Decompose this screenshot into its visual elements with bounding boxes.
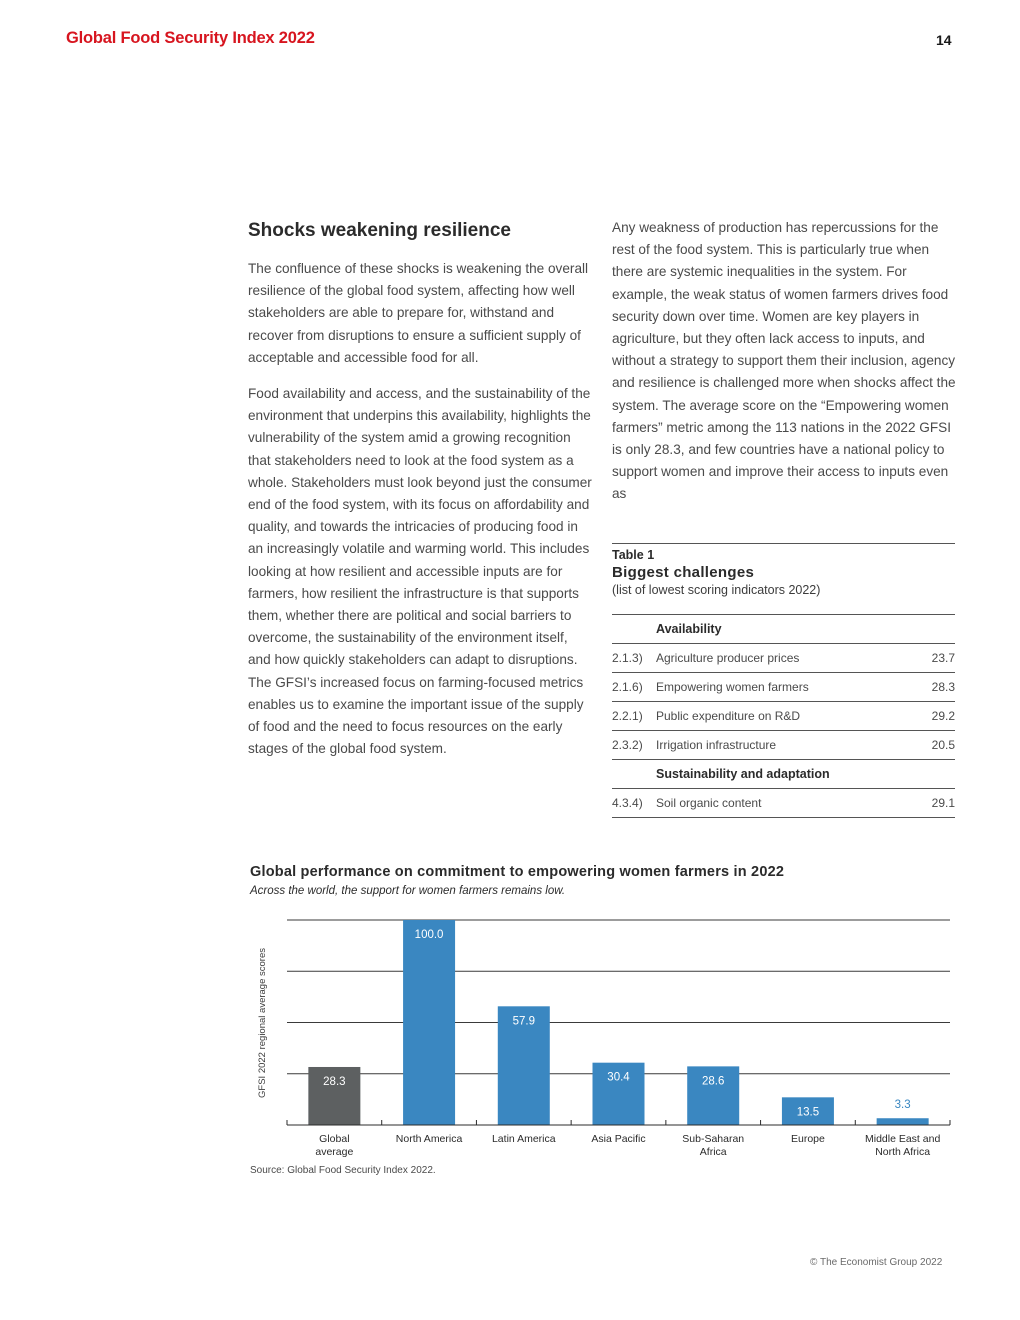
bar-value-label: 28.6 <box>702 1075 725 1088</box>
indicator-name: Agriculture producer prices <box>656 644 915 673</box>
body-paragraph: Food availability and access, and the sustainability of the environment that underpins this availability, highlights the vulnerability of the system amid a growing recognition that stakeholders need to look at the food system as a whole. Stakeholders must look beyond just the consumer end of the food system, with its focus on affordability and quality, and towards the intricacies of producing food in an increasingly volatile and warming world. This includes looking at how resilient and accessible inputs are for farmers, how resilient the infrastructure is that supports them, whether there are political and social barriers to overcome, the sustainability of the environment itself, and how quickly stakeholders can adapt to disruptions. The GFSI’s increased focus on farming-focused metrics enables us to examine the important issue of the supply of food and the need to focus resources on the early stages of the global food system. <box>248 386 592 757</box>
bar <box>403 920 455 1125</box>
bar-chart <box>240 905 960 1165</box>
bar-value-label: 30.4 <box>607 1071 630 1084</box>
chart-title: Global performance on commitment to empowering women farmers in 2022 <box>250 864 785 880</box>
indicator-name: Empowering women farmers <box>656 673 915 702</box>
indicator-score: 28.3 <box>915 673 955 702</box>
bar-value-label: 13.5 <box>796 1106 820 1119</box>
category-label: Sub-Saharan <box>682 1133 745 1145</box>
chart-source: Source: Global Food Security Index 2022. <box>250 1165 436 1176</box>
chart-subtitle: Across the world, the support for women farmers remains low. <box>250 885 566 897</box>
page-number: 14 <box>936 32 952 48</box>
copyright: © The Economist Group 2022 <box>810 1257 943 1268</box>
table-subtitle: (list of lowest scoring indicators 2022) <box>612 583 821 597</box>
category-label: Middle East and <box>864 1133 941 1145</box>
category-label: Africa <box>699 1146 727 1158</box>
indicator-score: 23.7 <box>915 644 955 673</box>
gridlines <box>287 920 950 1074</box>
divider <box>612 543 955 544</box>
challenges-table <box>612 614 955 818</box>
indicator-code: 2.1.3) <box>612 644 656 673</box>
indicator-code: 4.3.4) <box>612 789 656 818</box>
report-title: Global Food Security Index 2022 <box>66 29 315 47</box>
category-label: average <box>315 1146 354 1158</box>
body-paragraph: Any weakness of production has repercussions for the rest of the food system. This is particularly true when there are systemic inequalities in the system. For example, the weak status of women farmers drives food security down over time. Women are key players in agriculture, but they often lack access to inputs, and without a strategy to support them their inclusion, agency and resilience is challenged more when shocks affect the system. The average score on the “Empowering women farmers” metric among the 113 nations in the 2022 GFSI is only 28.3, and few countries have a national policy to support women and improve their access to inputs even as <box>612 220 956 502</box>
indicator-score: 29.2 <box>915 702 955 731</box>
category-label: North America <box>395 1133 463 1145</box>
bar-value-label: 3.3 <box>894 1099 911 1112</box>
group-name: Availability <box>656 615 955 644</box>
challenges-table-block <box>612 543 955 818</box>
category-label: Asia Pacific <box>591 1133 646 1145</box>
table-row <box>612 731 955 760</box>
indicator-name: Soil organic content <box>656 789 915 818</box>
indicator-score: 20.5 <box>915 731 955 760</box>
indicator-score: 29.1 <box>915 789 955 818</box>
table-group-row <box>612 760 955 789</box>
table-title: Biggest challenges <box>612 564 755 581</box>
bar-value-label: 100.0 <box>414 929 444 941</box>
group-name: Sustainability and adaptation <box>656 760 955 789</box>
category-label: North Africa <box>875 1146 931 1158</box>
bar <box>877 1118 929 1125</box>
category-label: Global <box>319 1133 350 1145</box>
indicator-name: Public expenditure on R&D <box>656 702 915 731</box>
table-row <box>612 789 955 818</box>
table-row <box>612 644 955 673</box>
left-column <box>248 218 593 774</box>
indicator-code: 2.2.1) <box>612 702 656 731</box>
table-row <box>612 673 955 702</box>
indicator-code: 2.1.6) <box>612 673 656 702</box>
table-group-row <box>612 615 955 644</box>
y-axis-label: GFSI 2022 regional average scores <box>257 948 268 1098</box>
table-label: Table 1 <box>612 548 655 562</box>
category-label: Europe <box>790 1133 825 1145</box>
table-row <box>612 702 955 731</box>
category-label: Latin America <box>491 1133 556 1145</box>
bar-value-label: 28.3 <box>323 1075 346 1088</box>
section-heading: Shocks weakening resilience <box>248 220 511 241</box>
right-column <box>612 217 957 520</box>
body-paragraph: The confluence of these shocks is weakening the overall resilience of the global food system, affecting how well stakeholders are able to prepare for, withstand and recover from disruptions to ensure a sufficient supply of acceptable and accessible food for all. <box>248 261 589 365</box>
indicator-code: 2.3.2) <box>612 731 656 760</box>
bar-value-label: 57.9 <box>512 1015 535 1028</box>
indicator-name: Irrigation infrastructure <box>656 731 915 760</box>
